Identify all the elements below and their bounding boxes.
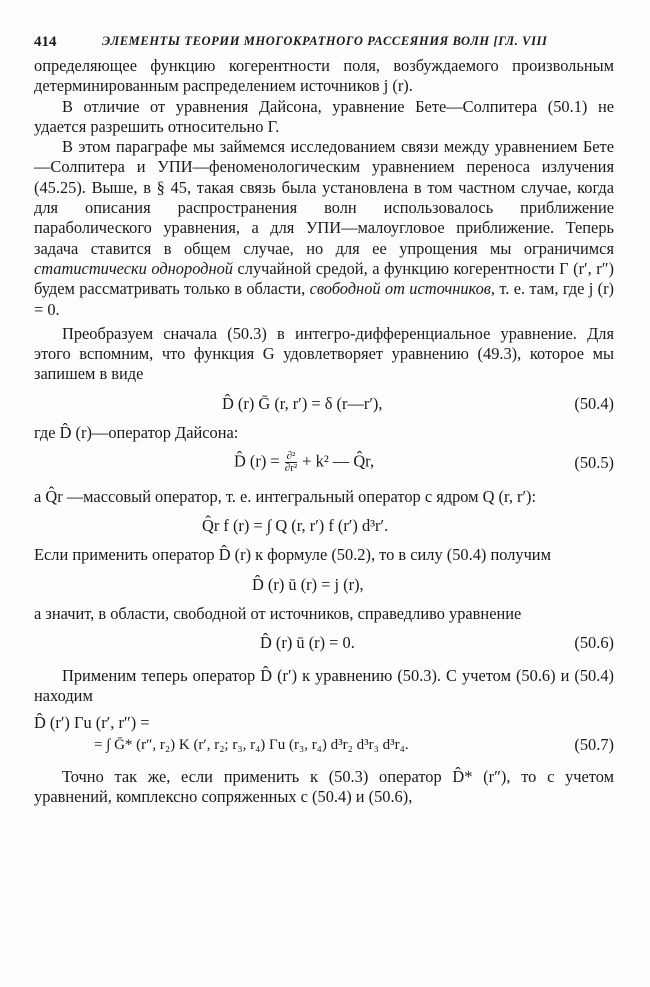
paragraph: где D̂ (r)—оператор Дайсона: xyxy=(34,422,239,442)
emphasis: статистически однородной xyxy=(34,258,233,278)
equation-lhs: D̂ (r) = xyxy=(234,451,280,471)
text-run: В этом параграфе мы займемся исследованием связи между уравнением Бете—Солпитера и УПИ—феноменологическим уравнением переноса излучения (45.25). Выше, в § 45, такая связь была установлена в том частном случае, когда для описания распространения волн использовалось приближение параболического уравнения, а для УПИ—малоугловое приближение. Теперь задача ставится в общем случае, но для ее упрощения мы ограничимся xyxy=(34,137,614,258)
equation-number: (50.4) xyxy=(574,393,614,413)
paragraph: определяющее функцию когерентности поля, возбуждаемого произвольным детерминированным распределением источников j (r). xyxy=(34,56,614,96)
equation-operator xyxy=(34,507,614,545)
equation-50-5 xyxy=(34,443,614,487)
equation-number: (50.7) xyxy=(574,734,614,754)
paragraph: а значит, в области, свободной от источников, справедливо уравнение xyxy=(34,603,522,623)
paragraph: В отличие от уравнения Дайсона, уравнение Бете—Солпитера (50.1) не удается разрешить относительно Г. xyxy=(34,96,614,136)
equation-source xyxy=(34,566,614,604)
equation: Q̂r f (r) = ∫ Q (r, r′) f (r′) d³r′. xyxy=(202,516,389,536)
paragraph: Применим теперь оператор D̂ (r′) к уравнению (50.3). С учетом (50.6) и (50.4) находим xyxy=(34,665,614,706)
paragraph: Преобразуем сначала (50.3) в интегро-дифференциальное уравнение. Для этого вспомним, что функция G удовлетворяет уравнению (49.3), которое мы запишем в виде xyxy=(34,323,614,384)
equation: = ∫ Ḡ* (r″, r₂) K (r′, r₂; r₃, r₄) Гu (r₃, r₄) d³r₂ d³r₃ d³r₄. xyxy=(94,736,409,753)
equation xyxy=(234,451,374,474)
equation: D̂ (r) ū (r) = 0. xyxy=(260,632,355,652)
running-title: ЭЛЕМЕНТЫ ТЕОРИИ МНОГОКРАТНОГО РАССЕЯНИЯ ВОЛН [ГЛ. VIII xyxy=(102,34,548,48)
paragraph: Если применить оператор D̂ (r) к формуле (50.2), то в силу (50.4) получим xyxy=(34,545,551,565)
paragraph: а Q̂r —массовый оператор, т. е. интегральный оператор с ядром Q (r, r′): xyxy=(34,487,537,507)
fraction xyxy=(285,451,297,474)
page-body xyxy=(34,56,614,807)
page-number: 414 xyxy=(34,34,57,50)
equation-50-7-line2 xyxy=(34,731,614,767)
equation-number: (50.6) xyxy=(574,632,614,652)
equation-50-6 xyxy=(34,624,614,662)
text-run: , т. е. там, где j (r) = 0. xyxy=(34,279,615,319)
equation-rhs: + k² — Q̂r, xyxy=(302,451,375,471)
paragraph xyxy=(34,137,614,320)
equation: D̂ (r′) Гu (r′, r″) = xyxy=(34,712,150,732)
text-run: случайной средой, а функцию когерентности Г (r′, r″) будем рассматривать только в области, xyxy=(34,258,614,299)
page-header xyxy=(34,28,614,56)
equation: D̂ (r) Ḡ (r, r′) = δ (r—r′), xyxy=(222,393,383,413)
equation-50-4 xyxy=(34,385,614,423)
equation-50-7-line1 xyxy=(34,707,614,731)
paragraph: Точно так же, если применить к (50.3) оператор D̂* (r″), то с учетом уравнений, комплексно сопряженных с (50.4) и (50.6), xyxy=(34,766,614,806)
fraction-denominator: ∂r² xyxy=(284,462,298,475)
emphasis: свободной от источников xyxy=(309,279,491,299)
equation-number: (50.5) xyxy=(574,453,614,473)
equation: D̂ (r) ū (r) = j (r), xyxy=(252,574,364,594)
fraction-numerator: ∂² xyxy=(286,450,296,463)
